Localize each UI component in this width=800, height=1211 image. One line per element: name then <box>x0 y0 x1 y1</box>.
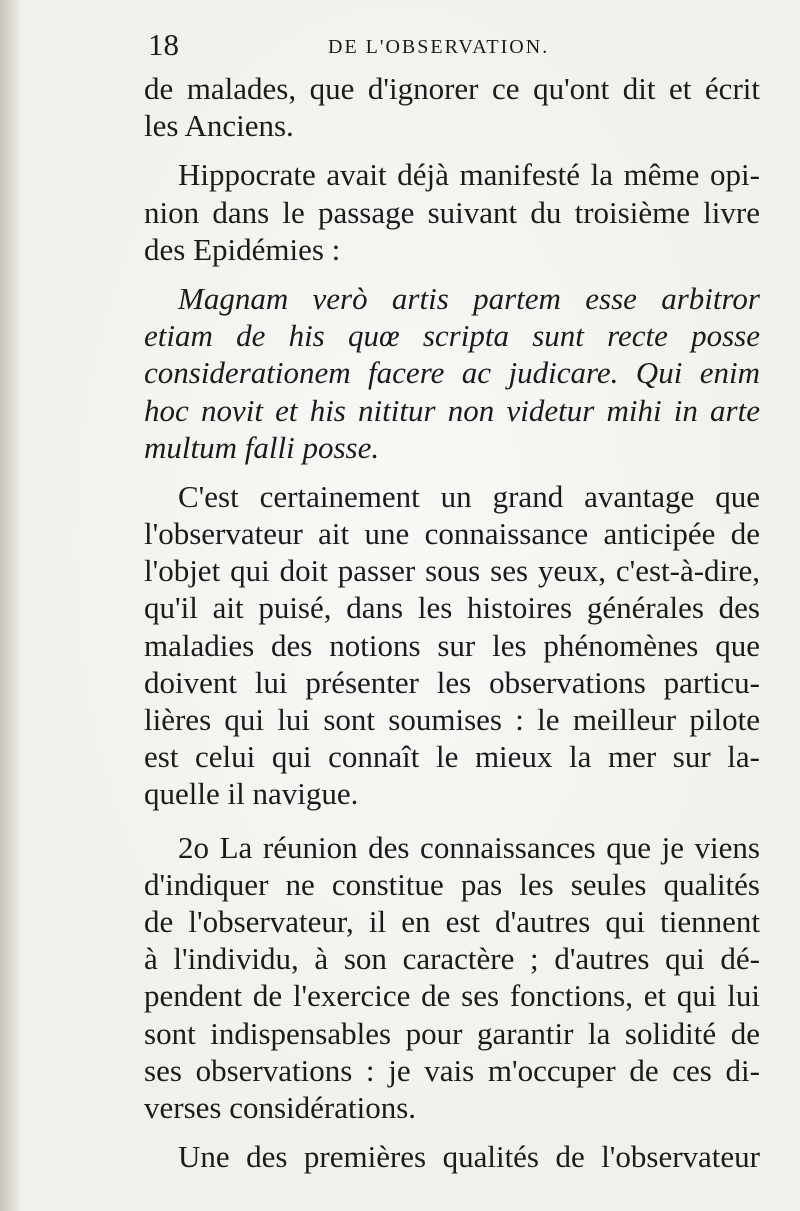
gutter-shadow <box>0 0 22 1211</box>
text-line: doivent lui présenter les observations particu- <box>144 664 760 700</box>
text-line: à l'individu, à son caractère ; d'autres qui dé- <box>144 941 760 977</box>
text-line: de malades, que d'ignorer ce qu'ont dit et écrit <box>144 71 760 106</box>
running-head: DE L'OBSERVATION. <box>328 36 550 58</box>
text-line: l'observateur ait une connaissance anticipée de <box>144 516 760 552</box>
text-line: 2o La réunion des connaissances que je viens <box>178 829 760 865</box>
text-line: ses observations : je vais m'occuper de ces di- <box>144 1052 760 1088</box>
text-line: qu'il ait puisé, dans les histoires générales des <box>144 590 760 626</box>
text-line: maladies des notions sur les phénomènes que <box>144 627 760 663</box>
text-line: nion dans le passage suivant du troisième livre <box>144 194 760 230</box>
text-line: Une des premières qualités de l'observateur <box>178 1139 760 1175</box>
quote-line: multum falli posse. <box>144 429 380 465</box>
text-line: des Epidémies : <box>144 231 341 267</box>
paragraph-qualites <box>144 1138 760 1175</box>
text-line: sont indispensables pour garantir la solidité de <box>144 1015 760 1051</box>
text-line: verses considérations. <box>144 1089 417 1125</box>
text-line: C'est certainement un grand avantage que <box>178 478 760 514</box>
page-number: 18 <box>148 27 179 62</box>
paragraph-hippocrate <box>144 156 760 268</box>
quote-line: hoc novit et his nititur non videtur mihi in arte <box>144 392 760 428</box>
text-line: pendent de l'exercice de ses fonctions, et qui lui <box>144 978 760 1014</box>
body-text <box>144 70 760 1175</box>
page-header <box>148 22 578 62</box>
quote-line: considerationem facere ac judicare. Qui enim <box>144 355 760 391</box>
text-line: d'indiquer ne constitue pas les seules qualités <box>144 866 760 902</box>
text-line: quelle il navigue. <box>144 776 359 812</box>
latin-quotation <box>144 280 760 466</box>
text-line: lières qui lui sont soumises : le meilleur pilote <box>144 702 760 737</box>
text-line: l'objet qui doit passer sous ses yeux, c'est-à-dire, <box>144 553 760 589</box>
paragraph-reunion <box>144 829 760 1127</box>
paragraph-continuation <box>144 70 760 144</box>
text-line: Hippocrate avait déjà manifesté la même opi- <box>178 157 760 193</box>
text-line: les Anciens. <box>144 108 294 144</box>
quote-line: Magnam verò artis partem esse arbitror <box>178 280 760 316</box>
quote-line: etiam de his quœ scripta sunt recte posse <box>144 318 760 354</box>
text-line: de l'observateur, il en est d'autres qui tiennent <box>144 903 760 939</box>
text-line: est celui qui connaît le mieux la mer sur la- <box>144 739 760 775</box>
paragraph-avantage <box>144 478 760 813</box>
